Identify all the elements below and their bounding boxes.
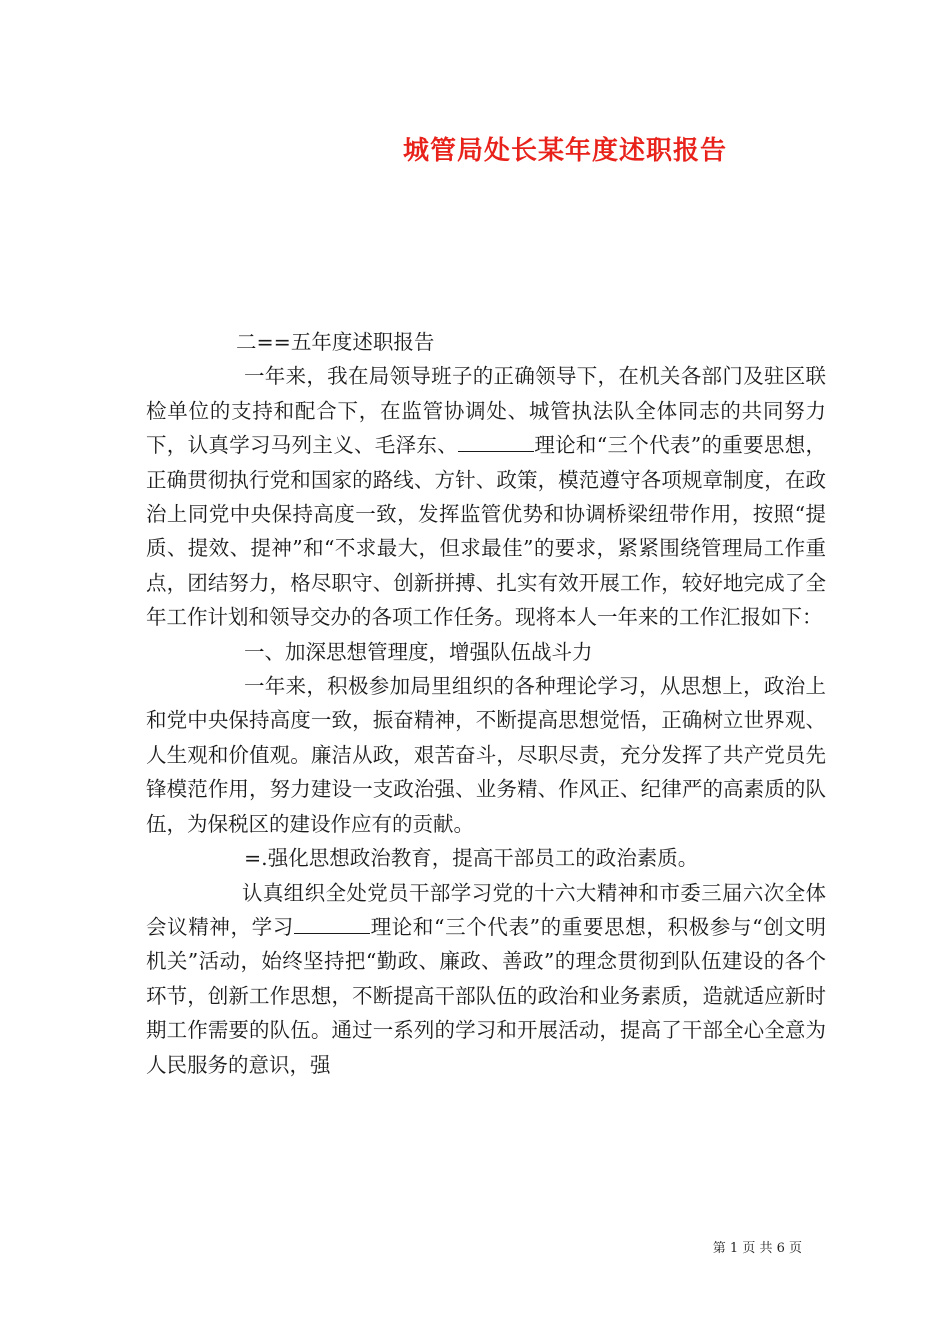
redacted-blank xyxy=(294,915,370,934)
paragraph-intro xyxy=(146,359,826,634)
paragraph-section-2-part-2: 理论和“三个代表”的重要思想，积极参与“创文明机关”活动，始终坚持把“勤政、廉政、善政”的理念贯彻到队伍建设的各个环节，创新工作思想，不断提高干部队伍的政治和业务素质，造就适应新时期工作需要的队伍。通过一系列的学习和开展活动，提高了干部全心全意为人民服务的意识，强 xyxy=(146,914,826,1077)
section-heading-2: =.强化思想政治教育，提高干部员工的政治素质。 xyxy=(244,846,699,871)
section-heading-1: 一、加深思想管理度，增强队伍战斗力 xyxy=(244,639,593,664)
page-footer: 第 1 页 共 6 页 xyxy=(712,1241,802,1256)
redacted-blank xyxy=(458,433,534,452)
paragraph-section-1: 一年来，积极参加局里组织的各种理论学习，从思想上，政治上和党中央保持高度一致，振奋精神，不断提高思想觉悟，正确树立世界观、人生观和价值观。廉洁从政，艰苦奋斗，尽职尽责，充分发挥了共产党员先锋模范作用，努力建设一支政治强、业务精、作风正、纪律严的高素质的队伍，为保税区的建设作应有的贡献。 xyxy=(146,674,826,836)
document-body xyxy=(146,325,826,1082)
paragraph-intro-part-1: 一年来，我在局领导班子的正确领导下，在机关各部门及驻区联检单位的支持和配合下，在监管协调处、城管执法队全体同志的共同努力下，认真学习马列主义、毛泽东、 xyxy=(146,364,826,458)
page-title: 城管局处长某年度述职报告 xyxy=(402,136,727,166)
paragraph-intro-part-2: 理论和“三个代表”的重要思想，正确贯彻执行党和国家的路线、方针、政策，模范遵守各项规章制度，在政治上同党中央保持高度一致，发挥监管优势和协调桥梁纽带作用，按照“提质、提效、提神”和“不求最大，但求最佳”的要求，紧紧围绕管理局工作重点，团结努力，格尽职守、创新拼搏、扎实有效开展工作，较好地完成了全年工作计划和领导交办的各项工作任务。现将本人一年来的工作汇报如下： xyxy=(146,433,826,630)
paragraph-section-2 xyxy=(146,876,826,1082)
report-subtitle: 二==五年度述职报告 xyxy=(236,330,435,354)
paragraph-section-2-part-1: 认真组织全处党员干部学习党的十六大精神和市委三届六次全体会议精神，学习 xyxy=(146,880,826,939)
